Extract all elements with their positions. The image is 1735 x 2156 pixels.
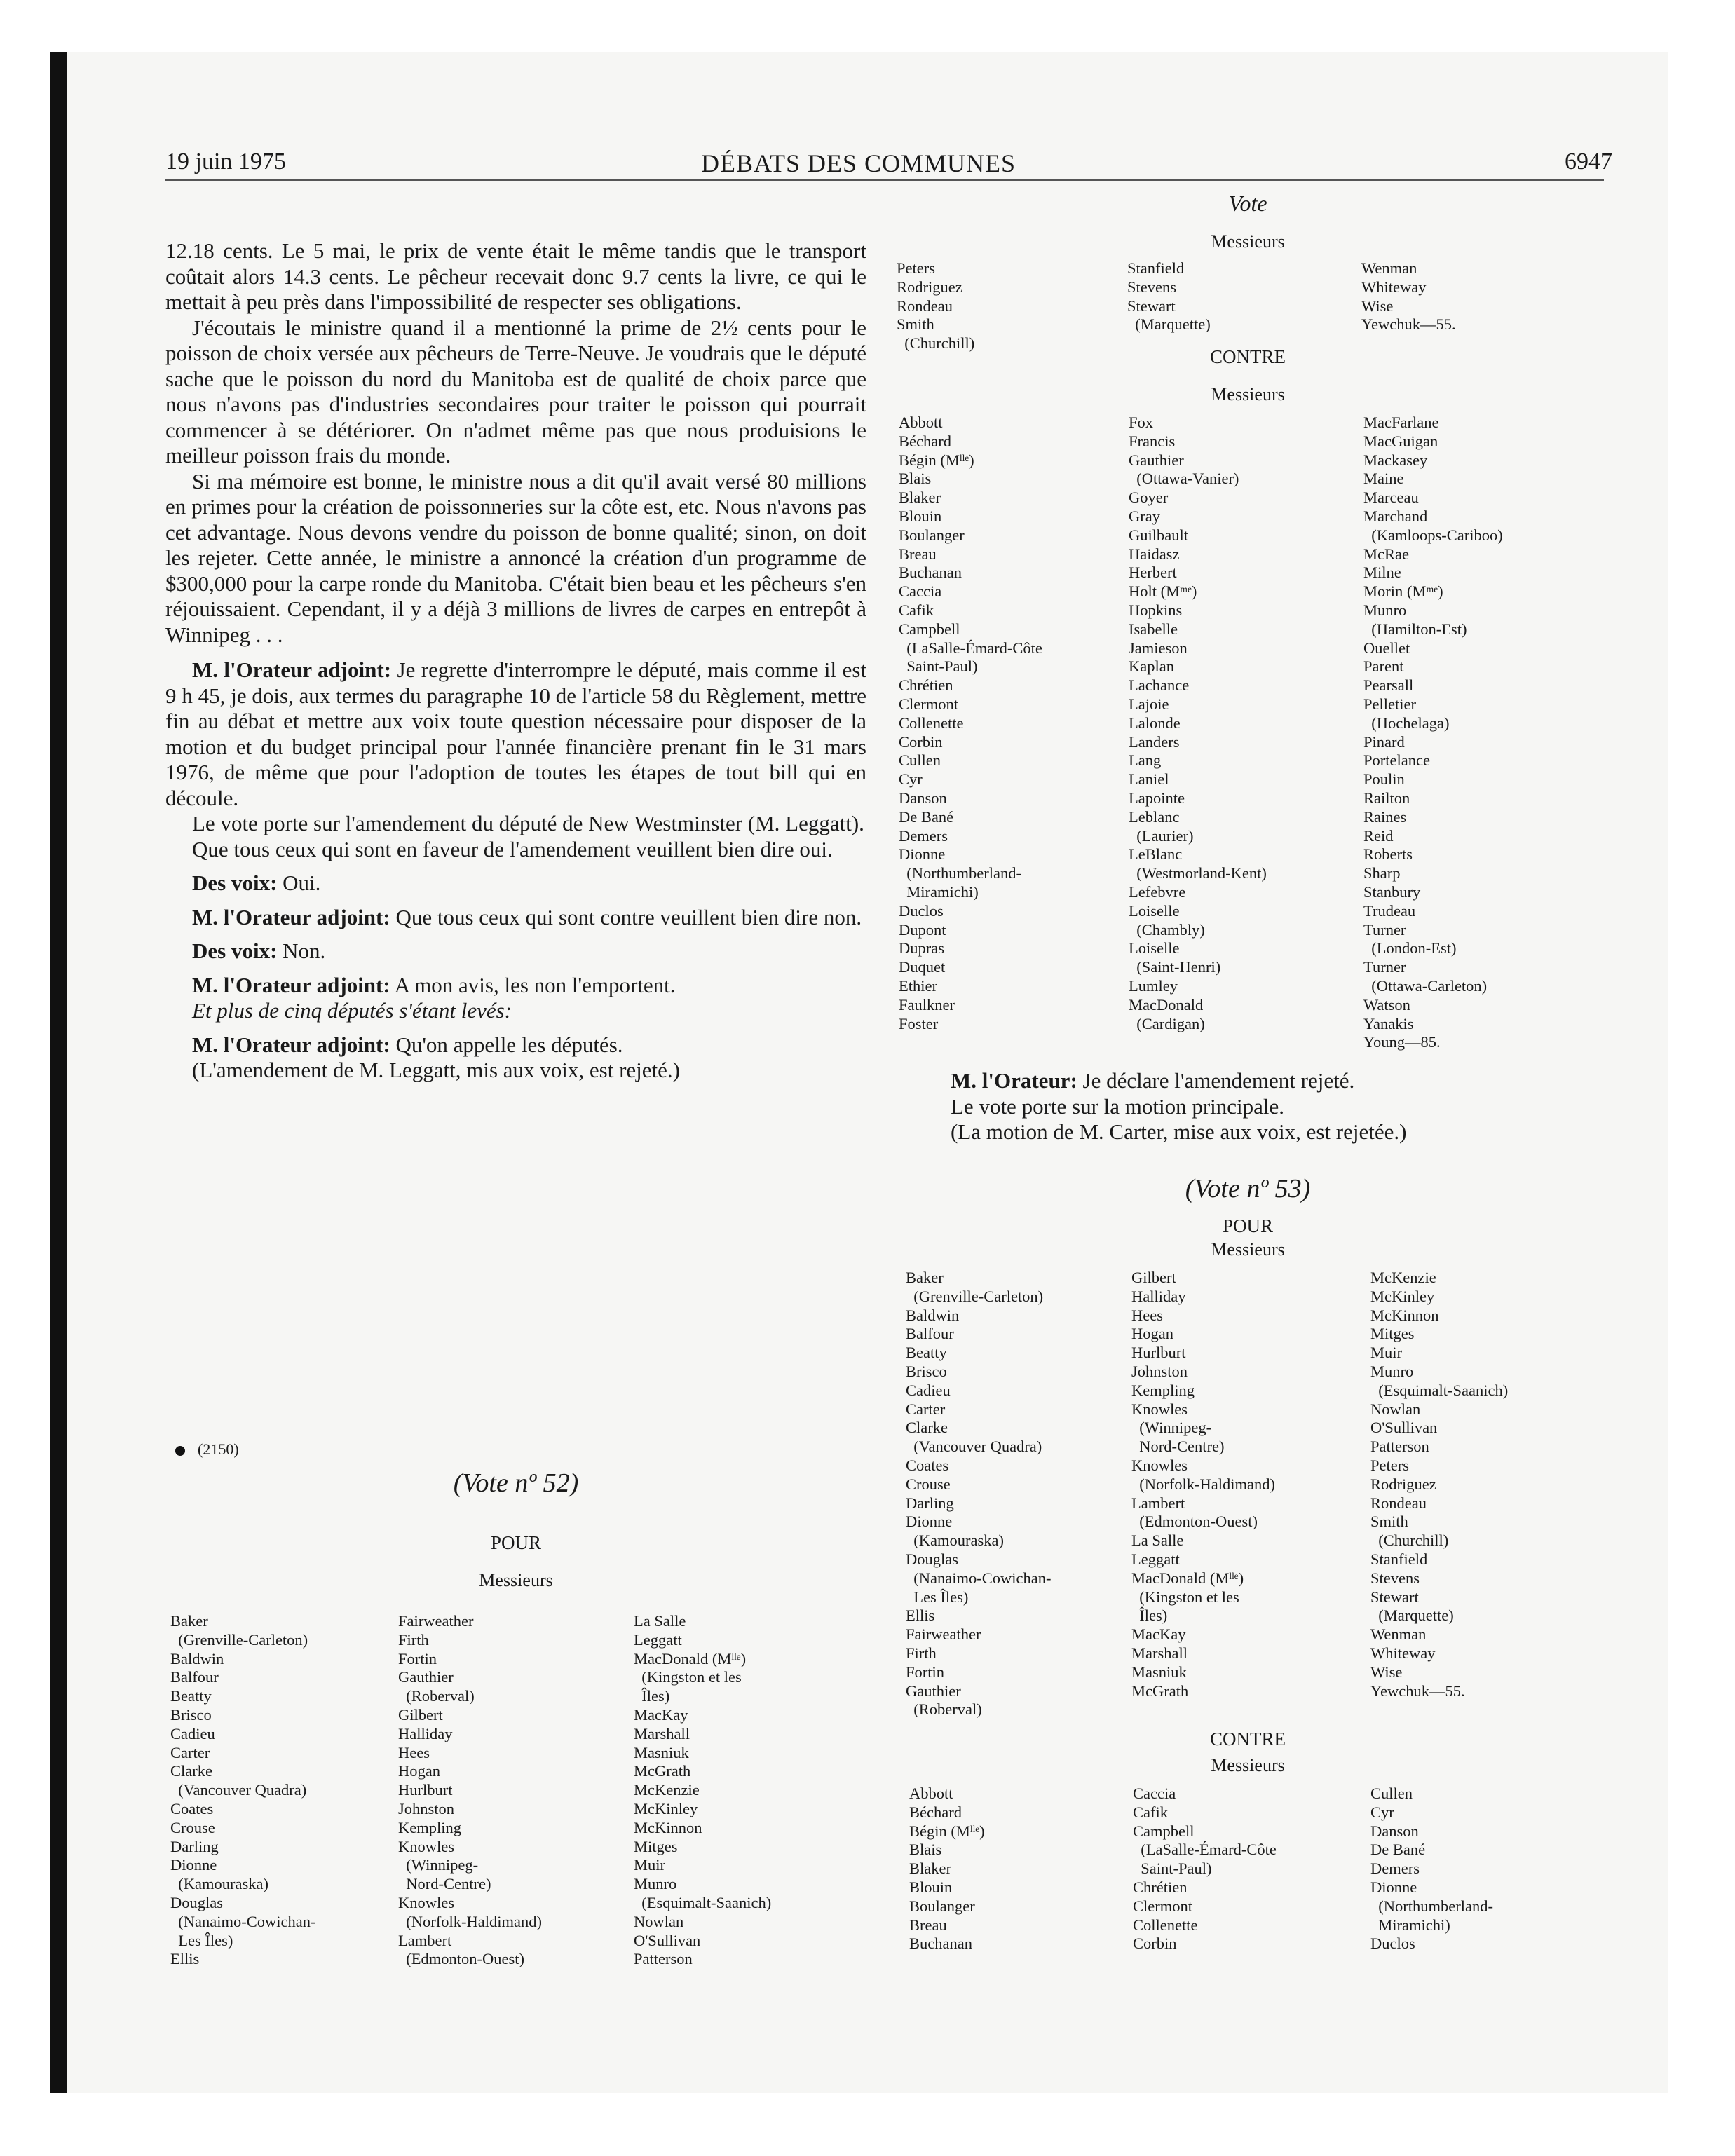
vote-52-messieurs: Messieurs: [479, 1570, 553, 1590]
speaker-label: M. l'Orateur adjoint:: [192, 657, 392, 682]
header-date: 19 juin 1975: [165, 149, 286, 175]
speaker-label: M. l'Orateur adjoint:: [192, 904, 390, 929]
paragraph-7: [165, 871, 866, 896]
paragraph-6: Que tous ceux qui sont en faveur de l'amendement veuillent bien dire oui.: [192, 836, 833, 861]
speech-text: Je regrette d'interrompre le député, mais comme il est 9 h 45, je dois, aux termes du paragraphe 10 de l'article 58 du Règlement, mettre fin au débat et mettre aux voix toute question nécessaire pour disposer de la motion et du budget principal pour l'année financière prenant fin le 31 mars 1976, de même que pour l'adoption de toutes les étapes de tout bill qui en découle.: [165, 657, 867, 810]
paragraph-5: Le vote porte sur l'amendement du député de New Westminster (M. Leggatt).: [192, 811, 864, 835]
vote-53-pour-column-2: Gilbert Halliday Hees Hogan Hurlburt Johnston Kempling Knowles (Winnipeg- Nord-Centre) Knowles (Norfolk-Haldimand) Lambert (Edmonton-Ouest) La Salle Leggatt MacDonald (Mˡˡᵉ) (Kingston et les Îles) MacKay Marshall Masniuk McGrath: [1131, 1269, 1275, 1700]
paragraph-9: [165, 939, 866, 964]
vote-continued-messieurs: Messieurs: [1211, 231, 1285, 252]
paragraph-13: (L'amendement de M. Leggatt, mis aux voix, est rejeté.): [192, 1058, 680, 1082]
speaker-label: M. l'Orateur adjoint:: [192, 972, 390, 997]
paragraph-2: J'écoutais le ministre quand il a mentionné la prime de 2½ cents pour le poisson de choix versée aux pêcheurs de Terre-Neuve. Je voudrais que le député sache que le poisson du nord du Manitoba est de qualité de choix parce que nous n'avons pas d'industries secondaires pour traiter le poisson qui pourrait commencer à se détériorer. On n'admet même pas que nous produisions le meilleur poisson frais du monde.: [165, 315, 866, 468]
vote-53-messieurs: Messieurs: [1211, 1239, 1285, 1260]
header-title: DÉBATS DES COMMUNES: [701, 149, 1016, 177]
vote-continued-contre-column-1: Abbott Béchard Bégin (Mˡˡᵉ) Blais Blaker Blouin Boulanger Breau Buchanan Caccia Cafik Campbell (LaSalle-Émard-Côte Saint-Paul) Chrétien Clermont Collenette Corbin Cullen Cyr Danson De Bané Demers Dionne (Northumberland- Miramichi) Duclos Dupont Dupras Duquet Ethier Faulkner Foster: [899, 414, 1042, 1032]
vote-53-title: (Vote nº 53): [1185, 1174, 1311, 1203]
right-body-text: [924, 1068, 1597, 1145]
vote-53-contre-column-2: Caccia Cafik Campbell (LaSalle-Émard-Côte Saint-Paul) Chrétien Clermont Collenette Corbin: [1133, 1785, 1277, 1953]
speech-text: Que tous ceux qui sont contre veuillent bien dire non.: [395, 904, 862, 929]
speaker-label: Des voix:: [192, 871, 278, 895]
left-body-text: [165, 238, 866, 1084]
speech-text: A mon avis, les non l'emportent.: [394, 972, 676, 997]
paragraph-8: [165, 905, 866, 931]
vote-53-contre-heading: CONTRE: [1210, 1728, 1286, 1749]
speaker-label: M. l'Orateur adjoint:: [192, 1032, 390, 1057]
bullet-icon: [175, 1446, 185, 1456]
vote-continued-contre-heading: CONTRE: [1210, 346, 1286, 367]
paragraph-12: [165, 1032, 866, 1058]
paragraph-1: 12.18 cents. Le 5 mai, le prix de vente était le même tandis que le transport coûtait alors 14.3 cents. Le pêcheur recevait donc 9.7 cents la livre, ce qui le mettait à peu près dans l'impossibilité de respecter ses obligations.: [165, 238, 866, 314]
vote-continued-pour-column-1: Peters Rodriguez Rondeau Smith (Churchill): [897, 259, 975, 353]
speaker-label: M. l'Orateur:: [951, 1068, 1077, 1093]
vote-53-contre-messieurs: Messieurs: [1211, 1755, 1285, 1775]
vote-52-title: (Vote nº 52): [453, 1468, 579, 1498]
header-page-number: 6947: [1565, 149, 1612, 175]
vote-continued-pour-column-3: Wenman Whiteway Wise Yewchuk—55.: [1361, 259, 1456, 334]
binding-edge: [50, 52, 67, 2093]
vote-53-pour-column-3: McKenzie McKinley McKinnon Mitges Muir Munro (Esquimalt-Saanich) Nowlan O'Sullivan Patterson Peters Rodriguez Rondeau Smith (Churchill) Stanfield Stevens Stewart (Marquette) Wenman Whiteway Wise Yewchuk—55.: [1370, 1269, 1509, 1700]
result-line: (La motion de M. Carter, mise aux voix, est rejetée.): [951, 1119, 1407, 1144]
speaker-label: Des voix:: [192, 939, 278, 963]
vote-52-pour-column-2: Fairweather Firth Fortin Gauthier (Roberval) Gilbert Halliday Hees Hogan Hurlburt Johnston Kempling Knowles (Winnipeg- Nord-Centre) Knowles (Norfolk-Haldimand) Lambert (Edmonton-Ouest): [398, 1612, 542, 1968]
vote-52-pour-column-3: La Salle Leggatt MacDonald (Mˡˡᵉ) (Kingston et les Îles) MacKay Marshall Masniuk McGrath McKenzie McKinley McKinnon Mitges Muir Munro (Esquimalt-Saanich) Nowlan O'Sullivan Patterson: [634, 1612, 772, 1968]
vote-continued-title: Vote: [1228, 191, 1267, 216]
paragraph-3: Si ma mémoire est bonne, le ministre nous a dit qu'il avait versé 80 millions en primes pour la création de poissonneries sur la côte est, etc. Nous n'avons pas cet advantage. Nous devons vendre du poisson de bonne qualité; sinon, on doit les rejeter. Cette année, le ministre a annoncé la création d'un programme de $300,000 pour la carpe ronde du Manitoba. C'était bien beau et les pêcheurs s'en réjouissaient. Cependant, il y a déjà 3 millions de livres de carpes en entrepôt à Winnipeg . . .: [165, 468, 866, 647]
speech-text: Qu'on appelle les députés.: [395, 1032, 623, 1057]
paragraph-4: [165, 657, 866, 811]
speech-text: Oui.: [283, 871, 321, 895]
vote-53-contre-column-1: Abbott Béchard Bégin (Mˡˡᵉ) Blais Blaker Blouin Boulanger Breau Buchanan: [909, 1785, 985, 1953]
motion-line: Le vote porte sur la motion principale.: [951, 1093, 1285, 1119]
vote-53-contre-column-3: Cullen Cyr Danson De Bané Demers Dionne (Northumberland- Miramichi) Duclos: [1370, 1785, 1493, 1953]
vote-continued-contre-column-2: Fox Francis Gauthier (Ottawa-Vanier) Goyer Gray Guilbault Haidasz Herbert Holt (Mᵐᵉ) Hopkins Isabelle Jamieson Kaplan Lachance Lajoie Lalonde Landers Lang Laniel Lapointe Leblanc (Laurier) LeBlanc (Westmorland-Kent) Lefebvre Loiselle (Chambly) Loiselle (Saint-Henri) Lumley MacDonald (Cardigan): [1129, 414, 1267, 1032]
time-stamp: (2150): [198, 1440, 239, 1458]
vote-continued-contre-column-3: MacFarlane MacGuigan Mackasey Maine Marceau Marchand (Kamloops-Cariboo) McRae Milne Morin (Mᵐᵉ) Munro (Hamilton-Est) Ouellet Parent Pearsall Pelletier (Hochelaga) Pinard Portelance Poulin Railton Raines Reid Roberts Sharp Stanbury Trudeau Turner (London-Est) Turner (Ottawa-Carleton) Watson Yanakis Young—85.: [1363, 414, 1503, 1051]
vote-continued-pour-column-2: Stanfield Stevens Stewart (Marquette): [1127, 259, 1211, 334]
speech-text: Non.: [283, 939, 326, 963]
paragraph-11: Et plus de cinq députés s'étant levés:: [192, 998, 512, 1023]
vote-52-pour-column-1: Baker (Grenville-Carleton) Baldwin Balfour Beatty Brisco Cadieu Carter Clarke (Vancouver Quadra) Coates Crouse Darling Dionne (Kamouraska) Douglas (Nanaimo-Cowichan- Les Îles) Ellis: [170, 1612, 316, 1968]
header-rule: [165, 179, 1604, 181]
vote-52-pour-heading: POUR: [490, 1532, 542, 1553]
vote-53-pour-column-1: Baker (Grenville-Carleton) Baldwin Balfour Beatty Brisco Cadieu Carter Clarke (Vancouver Quadra) Coates Crouse Darling Dionne (Kamouraska) Douglas (Nanaimo-Cowichan- Les Îles) Ellis Fairweather Firth Fortin Gauthier (Roberval): [906, 1269, 1052, 1719]
time-marker: [175, 1440, 239, 1459]
vote-continued-contre-messieurs: Messieurs: [1211, 384, 1285, 404]
paragraph-10: [165, 973, 866, 999]
vote-53-pour-heading: POUR: [1222, 1215, 1274, 1236]
speech-text: Je déclare l'amendement rejeté.: [1082, 1068, 1355, 1093]
speaker-line: [924, 1068, 1597, 1094]
